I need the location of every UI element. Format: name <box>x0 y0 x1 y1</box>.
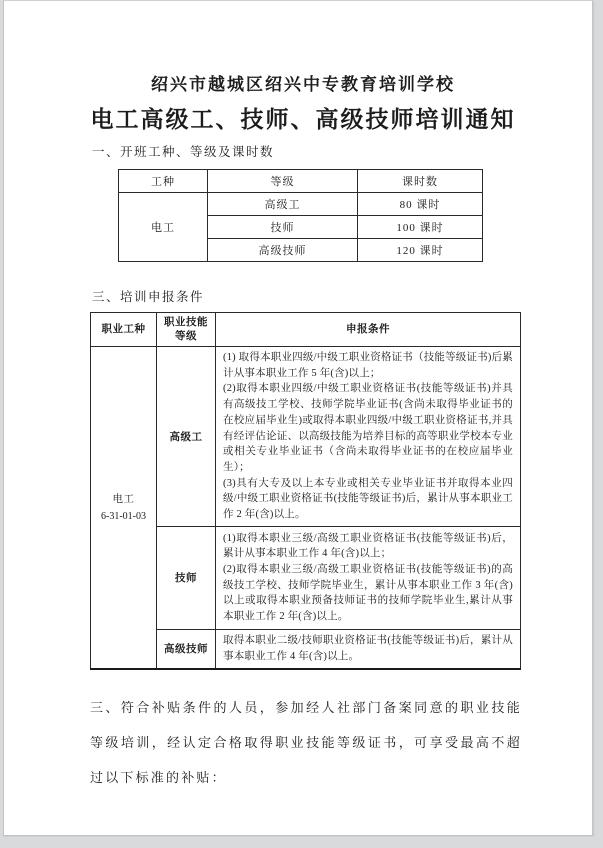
course-hours-table <box>118 169 483 262</box>
conditions-cell <box>216 347 521 527</box>
occupation-cell <box>91 347 157 670</box>
level-cell: 高级工 <box>208 193 358 216</box>
job-type-cell: 电工 <box>119 193 208 262</box>
section-heading-application-conditions: 三、培训申报条件 <box>92 290 205 304</box>
conditions-cell <box>216 629 521 669</box>
page-content <box>4 73 592 795</box>
condition-item: 取得本职业二级/技师职业资格证书(技能等级证书)后，累计从事本职业工作 4 年(含)以上。 <box>223 635 513 662</box>
table-header-row <box>91 313 521 347</box>
column-header-skill-level: 职业技能等级 <box>157 313 216 347</box>
condition-item: (2)取得本职业四级/中级工职业资格证书(技能等级证书)并具有高级技工学校、技师学院毕业证书(含尚未取得毕业证书的在校应届毕业生)或取得本职业四级/中级工职业资格证书,并具有经评估论证、以高级技能为培养目标的高等职业学校本专业或相关专业毕业证书（含尚未取得毕业证书的在校应届毕业生）； <box>223 383 513 473</box>
section-heading-course-hours: 一、开班工种、等级及课时数 <box>92 145 275 159</box>
column-header-conditions: 申报条件 <box>216 313 521 347</box>
occupation-name: 电工 <box>112 493 135 505</box>
condition-item: (3)具有大专及以上本专业或相关专业毕业证书并取得本业四级/中级工职业资格证书(技能等级证书)后，累计从事本职业工作 2 年(含)以上。 <box>223 477 513 521</box>
hours-cell: 120 课时 <box>358 239 483 262</box>
page-gap <box>0 837 603 848</box>
skill-level-cell: 高级技师 <box>157 629 216 669</box>
condition-item: (2)取得本职业三级/高级工职业资格证书(技能等级证书)的高级技工学校、技师学院毕业生，累计从事本职业工作 3 年(含)以上或取得本职业预备技师证书的技师学院毕业生,累计从事本职业工作 2 年(含)以上。 <box>223 564 513 623</box>
column-header-occupation: 职业工种 <box>91 313 157 347</box>
column-header-job-type: 工种 <box>119 170 208 193</box>
condition-item: (1) 取得本职业四级/中级工职业资格证书（技能等级证书)后累计从事本职业工作 5 年(含)以上； <box>223 352 513 379</box>
application-conditions-table <box>90 312 521 670</box>
document-page <box>3 0 593 836</box>
hours-cell: 80 课时 <box>358 193 483 216</box>
subsidy-paragraph: 三、符合补贴条件的人员，参加经人社部门备案同意的职业技能等级培训，经认定合格取得职业技能等级证书，可享受最高不超过以下标准的补贴： <box>90 700 522 786</box>
skill-level-cell: 高级工 <box>157 347 216 527</box>
document-subtitle: 电工高级工、技师、高级技师培训通知 <box>90 107 516 132</box>
document-title: 绍兴市越城区绍兴中专教育培训学校 <box>151 75 455 94</box>
condition-item: (1)取得本职业三级/高级工职业资格证书(技能等级证书)后，累计从事本职业工作 4 年(含)以上； <box>223 532 513 560</box>
skill-level-cell: 技师 <box>157 526 216 629</box>
table-row-senior-worker <box>91 347 521 527</box>
level-cell: 技师 <box>208 216 358 239</box>
column-header-hours: 课时数 <box>358 170 483 193</box>
column-header-level: 等级 <box>208 170 358 193</box>
occupation-code: 6-31-01-03 <box>101 510 146 522</box>
hours-cell: 100 课时 <box>358 216 483 239</box>
table-row <box>119 193 483 216</box>
table-header-row <box>119 170 483 193</box>
conditions-cell <box>216 526 521 629</box>
level-cell: 高级技师 <box>208 239 358 262</box>
